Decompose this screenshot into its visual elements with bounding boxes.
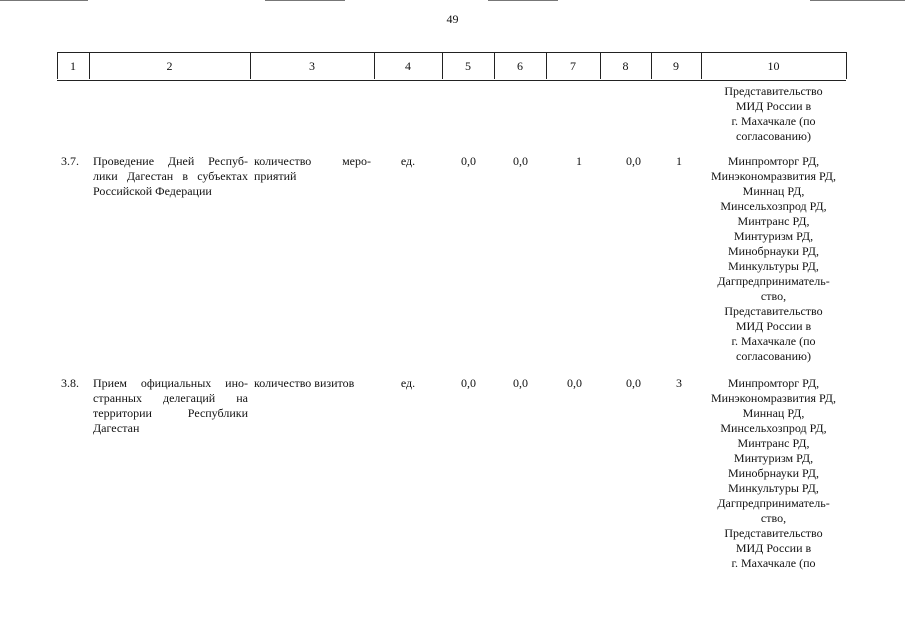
- value-cell: 0,0: [626, 154, 641, 168]
- value-cell: 1: [576, 154, 582, 168]
- column-number: 3: [309, 59, 315, 73]
- indicator-cell: количество визитов: [254, 376, 355, 390]
- column-number: 6: [517, 59, 523, 73]
- value-cell: 0,0: [513, 154, 528, 168]
- value-cell: 3: [676, 376, 682, 390]
- value-cell: 0,0: [461, 154, 476, 168]
- value-cell: 0,0: [461, 376, 476, 390]
- unit-cell: ед.: [400, 376, 416, 390]
- scan-artifact-line: [488, 0, 558, 1]
- column-number: 2: [166, 59, 173, 73]
- column-separator: [846, 52, 847, 79]
- indicator-cell: количество меро-приятий: [254, 154, 371, 183]
- page-number: 49: [446, 12, 459, 26]
- column-number: 1: [70, 59, 76, 73]
- scan-artifact-line: [0, 0, 88, 1]
- value-cell: 1: [676, 154, 682, 168]
- column-number: 4: [405, 59, 411, 73]
- value-cell: 0,0: [567, 376, 582, 390]
- value-cell: 0,0: [626, 376, 641, 390]
- activity-cell: Прием официальных ино-странных делегаций на территории Республики Дагестан: [93, 376, 248, 435]
- column-number: 5: [465, 59, 471, 73]
- scan-artifact-line: [810, 0, 905, 1]
- row-number: 3.8.: [61, 376, 79, 390]
- column-number: 9: [673, 59, 679, 73]
- row-number: 3.7.: [61, 154, 79, 168]
- value-cell: 0,0: [513, 376, 528, 390]
- executors-cell-continuation: Представительство МИД России в г. Махачкале (по согласованию): [724, 84, 823, 143]
- column-number: 10: [767, 59, 780, 73]
- activity-cell: Проведение Дней Респуб-лики Дагестан в субъектах Российской Федерации: [93, 154, 248, 198]
- unit-cell: ед.: [400, 154, 416, 168]
- column-number: 8: [622, 59, 629, 73]
- scan-artifact-line: [265, 0, 345, 1]
- executors-cell: Минпромторг РД, Минэкономразвития РД, Миннац РД, Минсельхозпрод РД, Минтранс РД, Минтуризм РД, Минобрнауки РД, Минкультуры РД, Дагпредприниматель- ство, Представительство МИД России в г. Махачкале (по: [711, 376, 836, 570]
- column-number: 7: [570, 59, 576, 73]
- executors-cell: Минпромторг РД, Минэкономразвития РД, Миннац РД, Минсельхозпрод РД, Минтранс РД, Минтуризм РД, Минобрнауки РД, Минкультуры РД, Дагпредприниматель- ство, Представительство МИД России в г. Махачкале (по согласованию): [711, 154, 836, 363]
